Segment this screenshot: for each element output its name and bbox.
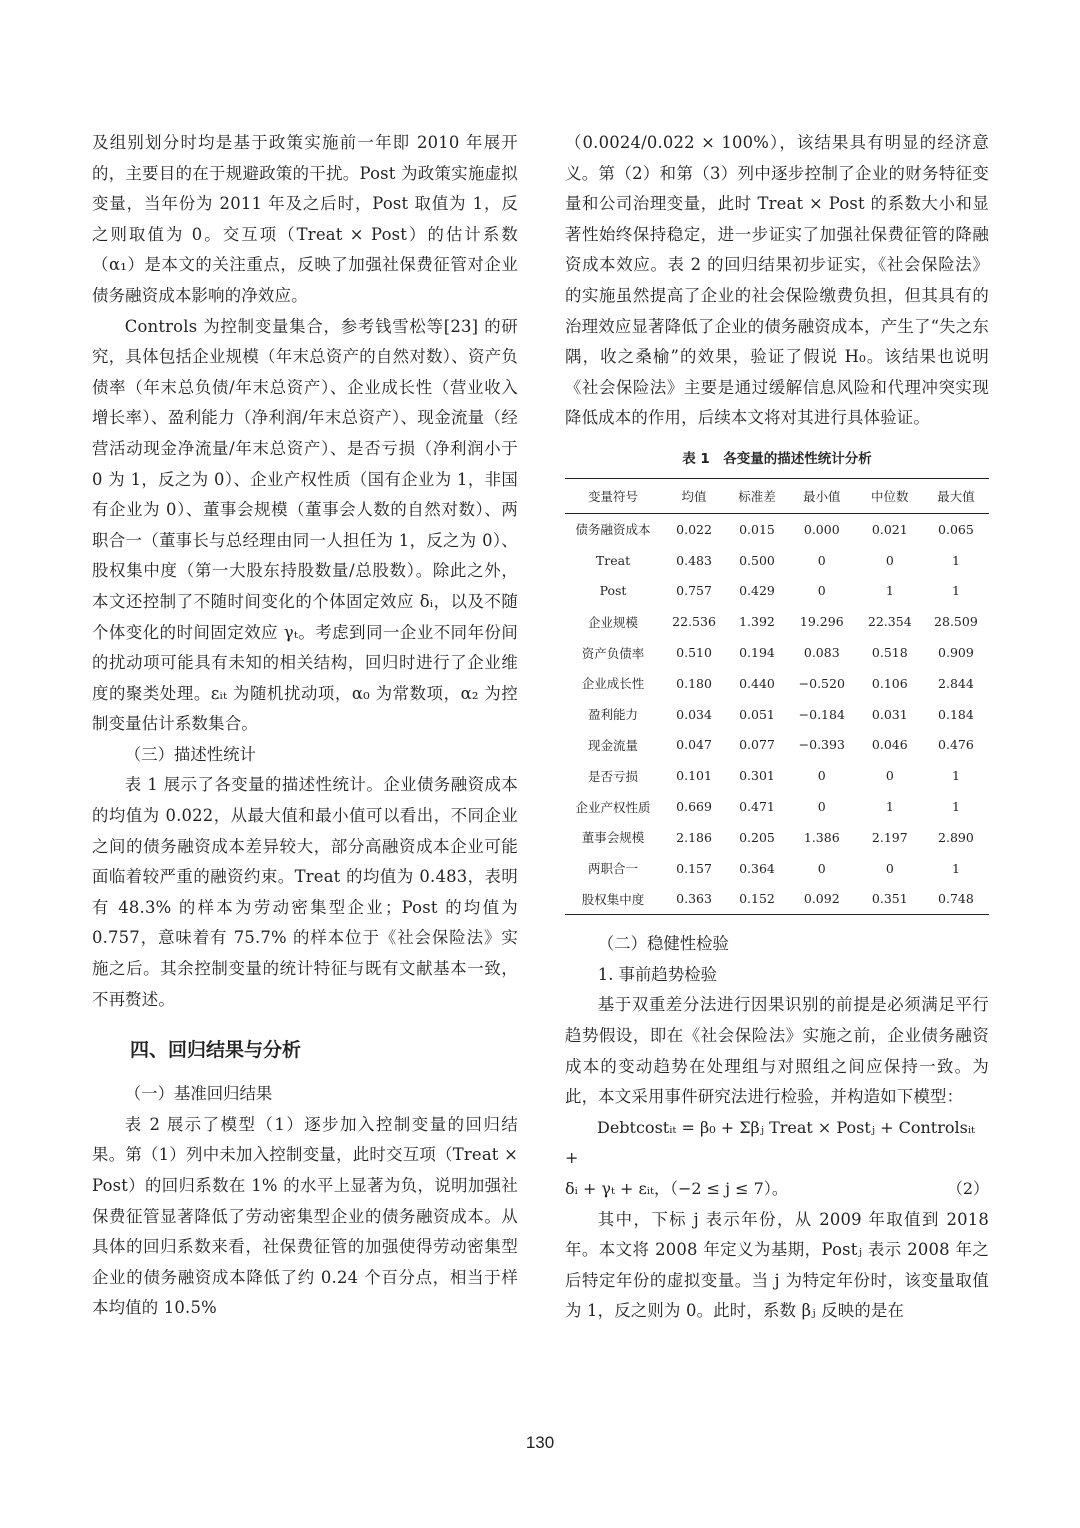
table-value-cell: 19.296 (799, 614, 844, 630)
table-value-cell: 0.106 (871, 675, 908, 691)
table-row (565, 853, 989, 884)
table-value-cell: 0.476 (938, 737, 974, 753)
subsection-heading: （二）稳健性检验 (597, 934, 729, 954)
variable-name-cell: 企业成长性 (581, 676, 645, 692)
table-value-cell: 0 (817, 552, 826, 568)
table-value-cell: 0.669 (676, 799, 712, 814)
table-value-cell: 22.536 (672, 614, 716, 630)
table-value-cell: 0.748 (938, 891, 974, 907)
table-value-cell: 1 (951, 799, 960, 814)
table-value-cell: 1 (951, 583, 960, 599)
formula-line-with-number (565, 1174, 989, 1205)
table-header-row (565, 478, 989, 513)
table-value-cell: 0.351 (871, 891, 908, 907)
table-value-cell: 0.065 (938, 521, 974, 537)
variable-name-cell: Post (599, 583, 627, 599)
table-value-cell: 0 (817, 583, 826, 599)
paragraph: 基于双重差分法进行因果识别的前提是必须满足平行趋势假设，即在《社会保险法》实施之前，企业债务融资成本的变动趋势在处理组与对照组之间应保持一致。为此，本文采用事件研究法进行检验，并构造如下模型： (565, 995, 989, 1107)
table-value-cell: 0 (885, 860, 894, 876)
table-value-cell: 0.092 (803, 891, 840, 907)
variable-name-cell: 股权集中度 (581, 891, 645, 907)
table-value-cell: 0.363 (676, 891, 712, 907)
table-value-cell: 0.483 (676, 552, 712, 568)
table-value-cell: −0.184 (798, 706, 845, 722)
table-value-cell: 0.046 (871, 737, 908, 753)
table-value-cell: 0.022 (676, 521, 712, 537)
paragraph: （0.0024/0.022 × 100%），该结果具有明显的经济意义。第（2）和第（3）列中逐步控制了企业的财务特征变量和公司治理变量，此时 Treat × Post 的系数大小和显著性始终保持稳定，进一步证实了加强社保费征管的降融资成本效应。表 2 的回归结果初步证实，《社会保险法》的实施虽然提高了企业的社会保险缴费负担，但其具有的治理效应显著降低了企业的债务融资成本，产生了“失之东隅，收之桑榆”的效果，验证了假说 H₀。该结果也说明《社会保险法》主要是通过缓解信息风险和代理冲突实现降低成本的作用，后续本文将对其进行具体验证。 (565, 133, 989, 428)
variable-name-cell: 资产负债率 (581, 645, 645, 661)
table-value-cell: 0.015 (739, 521, 775, 537)
table-row (565, 730, 989, 761)
table-value-cell: 0.034 (676, 706, 712, 722)
table-value-cell: 0.205 (739, 829, 775, 845)
table-row (565, 545, 989, 576)
table-value-cell: 0.047 (676, 737, 712, 753)
variable-name-cell: Treat (595, 552, 631, 568)
table-value-cell: 2.197 (871, 829, 908, 845)
table-header-cell: 最大值 (923, 478, 989, 513)
table-value-cell: 0 (885, 552, 894, 568)
table-value-cell: −0.393 (798, 737, 845, 753)
table-value-cell: 2.890 (938, 829, 974, 845)
table-caption: 表 1 各变量的描述性统计分析 (682, 450, 872, 467)
paragraph: Controls 为控制变量集合，参考钱雪松等[23] 的研究，具体包括企业规模（年末总资产的自然对数）、资产负债率（年末总负债/年末总资产）、企业成长性（营业收入增长率）、盈利能力（净利润/年末总资产）、现金流量（经营活动现金净流量/年末总资产）、是否亏损（净利润小于 0 为 1，反之为 0）、企业产权性质（国有企业为 1，非国有企业为 0）、董事会规模（董事会人数的自然对数）、两职合一（董事长与总经理由同一人担任为 1，反之为 0）、股权集中度（第一大股东持股数量/总股数）。除此之外，本文还控制了不随时间变化的个体固定效应 δᵢ，以及不随个体变化的时间固定效应 γₜ。考虑到同一企业不同年份间的扰动项可能具有未知的相关结构，回归时进行了企业维度的聚类处理。εᵢₜ 为随机扰动项，α₀ 为常数项，α₂ 为控制变量估计系数集合。 (92, 316, 518, 734)
table-value-cell: 0.180 (676, 675, 712, 691)
table-value-cell: 0 (817, 860, 826, 876)
table-value-cell: 0.471 (739, 799, 775, 814)
table-row (565, 606, 989, 637)
table-value-cell: 0.152 (739, 891, 775, 907)
table-value-cell: 0.757 (676, 583, 712, 599)
table-row (565, 637, 989, 668)
variable-name-cell: 董事会规模 (581, 830, 645, 846)
table-value-cell: 0.194 (739, 645, 775, 661)
table-value-cell: 0.301 (739, 768, 775, 784)
table-value-cell: 0.429 (739, 583, 775, 599)
table-value-cell: 0.184 (938, 706, 974, 722)
table-value-cell: 1 (885, 583, 894, 599)
equation-number: （2） (946, 1179, 989, 1199)
table-row (565, 699, 989, 730)
variable-name-cell: 现金流量 (587, 737, 638, 753)
table-value-cell: 0.364 (739, 860, 775, 876)
table-value-cell: 2.844 (938, 675, 974, 691)
table-header-cell: 变量符号 (565, 478, 661, 513)
variable-name-cell: 盈利能力 (587, 707, 638, 723)
table-value-cell: 0.083 (803, 645, 840, 661)
paragraph: 及组别划分时均是基于政策实施前一年即 2010 年展开的，主要目的在于规避政策的干扰。Post 为政策实施虚拟变量，当年份为 2011 年及之后时，Post 取值为 1，反之则取值为 0。交互项（Treat × Post）的估计系数（α₁）是本文的关注重点，反映了加强社保费征管对企业债务融资成本影响的净效应。 (92, 133, 518, 305)
paragraph: 其中，下标 j 表示年份，从 2009 年取值到 2018 年。本文将 2008 年定义为基期，Postⱼ 表示 2008 年之后特定年份的虚拟变量。当 j 为特定年份时，该变量取值为 1，反之则为 0。此时，系数 βⱼ 反映的是在 (565, 1209, 989, 1321)
table-value-cell: 0 (817, 799, 826, 814)
table-row (565, 576, 989, 607)
table-value-cell: 0.518 (871, 645, 908, 661)
table-value-cell: 22.354 (867, 614, 912, 630)
table-value-cell: 0.909 (938, 645, 974, 661)
section-heading: 四、回归结果与分析 (130, 1039, 302, 1062)
table-value-cell: 0.157 (676, 860, 712, 876)
subsection-heading: （三）描述性统计 (124, 744, 256, 764)
table-row (565, 668, 989, 699)
table-value-cell: 0.051 (739, 706, 775, 722)
table-value-cell: 1.386 (803, 829, 840, 845)
table-header-cell: 中位数 (857, 478, 923, 513)
variable-name-cell: 是否亏损 (587, 768, 638, 784)
table-body (565, 513, 989, 914)
subsection-heading: 1. 事前趋势检验 (597, 964, 717, 984)
formula-text: δᵢ + γₜ + εᵢₜ，（−2 ≤ j ≤ 7）。 (565, 1179, 788, 1199)
variable-name-cell: 企业产权性质 (575, 799, 651, 815)
page-number: 130 (525, 1433, 555, 1452)
table-value-cell: 0.000 (803, 521, 840, 537)
table-row (565, 791, 989, 822)
subsection-heading: （一）基准回归结果 (124, 1084, 273, 1104)
table-value-cell: 1 (951, 552, 960, 568)
variable-name-cell: 债务融资成本 (575, 522, 651, 538)
table-row (565, 513, 989, 544)
table-row (565, 884, 989, 915)
paragraph: 表 2 展示了模型（1）逐步加入控制变量的回归结果。第（1）列中未加入控制变量，此时交互项（Treat × Post）的回归系数在 1% 的水平上显著为负，说明加强社保费征管显著降低了劳动密集型企业的债务融资成本。从具体的回归系数来看，社保费征管的加强使得劳动密集型企业的债务融资成本降低了约 0.24 个百分点，相当于样本均值的 10.5% (92, 1114, 518, 1318)
table-header-cell: 最小值 (787, 478, 857, 513)
table-value-cell: 1 (951, 768, 960, 784)
table-value-cell: 0.101 (676, 768, 712, 784)
table-row (565, 822, 989, 853)
table-value-cell: 0.500 (739, 552, 775, 568)
table-value-cell: 1.392 (739, 614, 775, 630)
formula-line: Debtcostᵢₜ = β₀ + Σβⱼ Treat × Postⱼ + Controlsᵢₜ + (565, 1117, 975, 1168)
table-row (565, 760, 989, 791)
table-value-cell: 1 (951, 860, 960, 876)
table-header-cell: 均值 (661, 478, 727, 513)
table-value-cell: −0.520 (798, 675, 845, 691)
table-value-cell: 28.509 (934, 614, 978, 630)
table-value-cell: 0 (885, 768, 894, 784)
table-value-cell: 0.440 (739, 675, 775, 691)
table-value-cell: 0.077 (739, 737, 775, 753)
right-column (565, 128, 989, 1327)
table-header-cell: 标准差 (727, 478, 787, 513)
table-value-cell: 0.021 (871, 521, 908, 537)
table-value-cell: 0.510 (676, 645, 712, 661)
table-value-cell: 1 (885, 799, 894, 814)
variable-name-cell: 企业规模 (587, 614, 638, 630)
table-value-cell: 2.186 (676, 829, 712, 845)
table-value-cell: 0 (817, 768, 826, 784)
paragraph: 表 1 展示了各变量的描述性统计。企业债务融资成本的均值为 0.022，从最大值和最小值可以看出，不同企业之间的债务融资成本差异较大，部分高融资成本企业可能面临着较严重的融资约束。Treat 的均值为 0.483，表明有 48.3% 的样本为劳动密集型企业；Post 的均值为 0.757，意味着有 75.7% 的样本位于《社会保险法》实施之后。其余控制变量的统计特征与既有文献基本一致，不再赘述。 (92, 775, 518, 1009)
left-column (92, 128, 518, 1324)
table-value-cell: 0.031 (871, 706, 908, 722)
descriptive-stats-table (565, 478, 989, 915)
variable-name-cell: 两职合一 (587, 861, 638, 877)
